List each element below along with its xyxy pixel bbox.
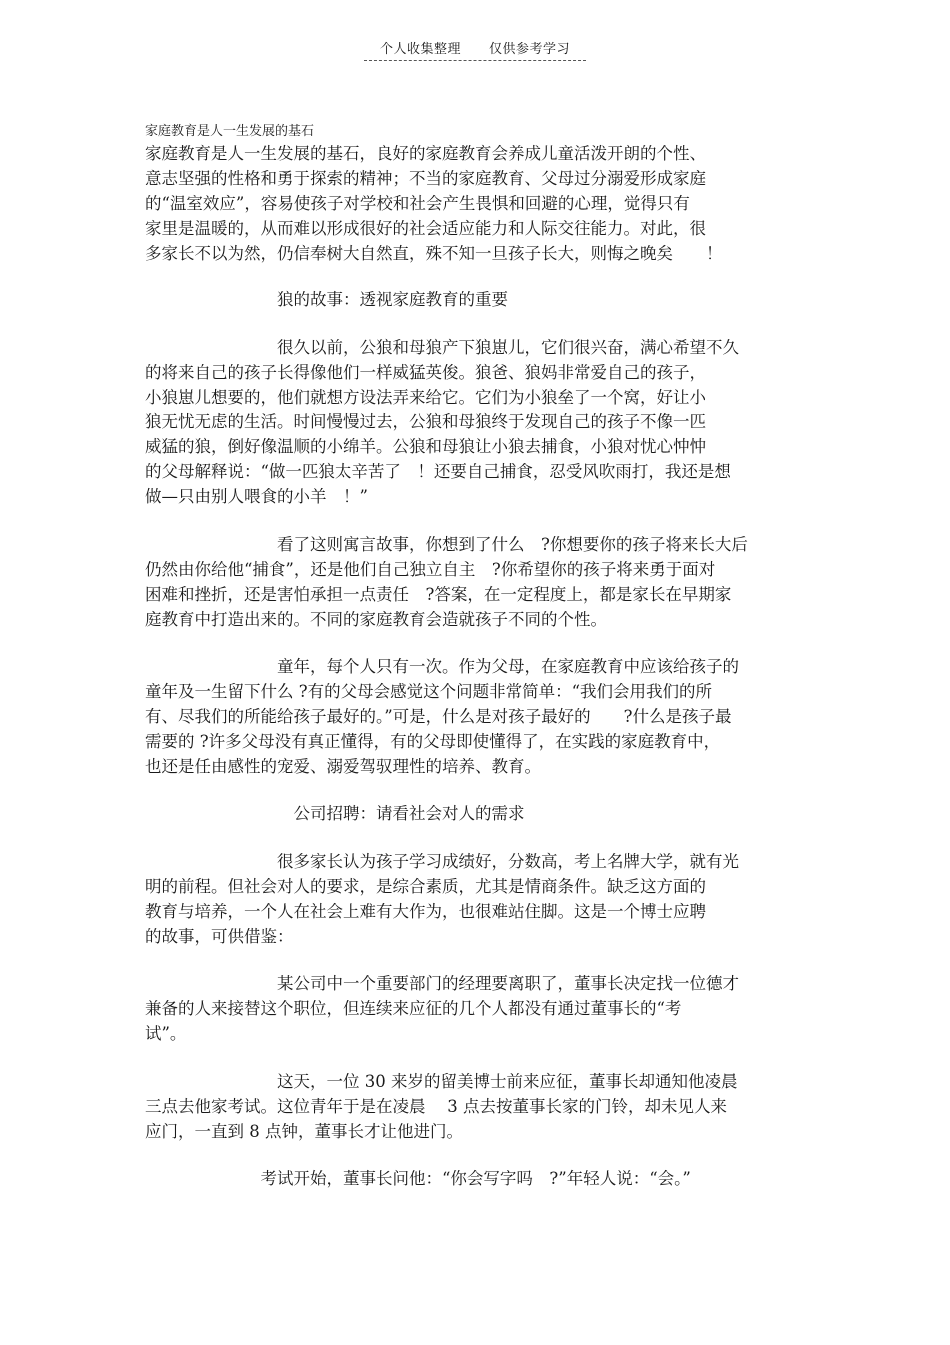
text-line: 家庭教育是人一生发展的基石，良好的家庭教育会养成儿童活泼开朗的个性、: [145, 144, 706, 163]
text-line: 威猛的狼，倒好像温顺的小绵羊。公狼和母狼让小狼去捕食，小狼对忧心忡忡: [145, 437, 706, 456]
document-title: 家庭教育是人一生发展的基石: [145, 124, 315, 139]
text-line: 某公司中一个重要部门的经理要离职了，董事长决定找一位德才: [145, 974, 739, 993]
text-line: 考试开始，董事长问他：“你会写字吗 ?”年轻人说：“会。”: [145, 1169, 691, 1188]
text-line: 应门，一直到 8 点钟，董事长才让他进门。: [145, 1122, 463, 1141]
text-line: 很久以前，公狼和母狼产下狼崽儿，它们很兴奋，满心希望不久: [145, 338, 739, 357]
text-line: 需要的 ?许多父母没有真正懂得，有的父母即使懂得了，在实践的家庭教育中，: [145, 732, 721, 751]
text-line: 的父母解释说：“做一匹狼太辛苦了 ！还要自己捕食，忍受风吹雨打，我还是想: [145, 462, 731, 481]
text-line: 多家长不以为然，仍信奉树大自然直，殊不知一旦孩子长大，则悔之晚矣 ！: [145, 244, 723, 263]
text-line: 的“温室效应”，容易使孩子对学校和社会产生畏惧和回避的心理，觉得只有: [145, 194, 690, 213]
text-line: 有、尽我们的所能给孩子最好的。”可是，什么是对孩子最好的 ?什么是孩子最: [145, 707, 732, 726]
header-underline: [364, 38, 586, 61]
text-line: 兼备的人来接替这个职位，但连续来应征的几个人都没有通过董事长的“考: [145, 999, 682, 1018]
text-line: 意志坚强的性格和勇于探索的精神；不当的家庭教育、父母过分溺爱形成家庭: [145, 169, 706, 188]
text-line: 教育与培养，一个人在社会上难有大作为，也很难站住脚。这是一个博士应聘: [145, 902, 706, 921]
text-line: 明的前程。但社会对人的要求，是综合素质，尤其是情商条件。缺乏这方面的: [145, 877, 706, 896]
text-line: 很多家长认为孩子学习成绩好，分数高，考上名牌大学，就有光: [145, 852, 739, 871]
text-line: 的故事，可供借鉴：: [145, 927, 294, 946]
text-line: 小狼崽儿想要的，他们就想方设法弄来给它。它们为小狼垒了一个窝，好让小: [145, 388, 706, 407]
text-line: 困难和挫折，还是害怕承担一点责任 ?答案，在一定程度上，都是家长在早期家: [145, 585, 732, 604]
text-line: 三点去他家考试。这位青年于是在凌晨 3 点去按董事长家的门铃，却未见人来: [145, 1097, 727, 1116]
text-line: 也还是任由感性的宠爱、溺爱驾驭理性的培养、教育。: [145, 757, 541, 776]
text-line: 家里是温暖的，从而难以形成很好的社会适应能力和人际交往能力。对此，很: [145, 219, 706, 238]
section-heading: 狼的故事：透视家庭教育的重要: [145, 290, 508, 309]
page-header: [0, 38, 950, 61]
header-right-text: 仅供参考学习: [489, 42, 571, 57]
text-line: 童年及一生留下什么 ?有的父母会感觉这个问题非常简单：“我们会用我们的所: [145, 682, 713, 701]
text-line: 试”。: [145, 1024, 187, 1043]
text-line: 庭教育中打造出来的。不同的家庭教育会造就孩子不同的个性。: [145, 610, 607, 629]
text-line: 这天，一位 30 来岁的留美博士前来应征，董事长却通知他凌晨: [145, 1072, 738, 1091]
text-line: 童年，每个人只有一次。作为父母，在家庭教育中应该给孩子的: [145, 657, 739, 676]
section-heading: 公司招聘：请看社会对人的需求: [145, 804, 525, 823]
text-line: 仍然由你给他“捕食”，还是他们自己独立自主 ?你希望你的孩子将来勇于面对: [145, 560, 716, 579]
text-line: 的将来自己的孩子长得像他们一样威猛英俊。狼爸、狼妈非常爱自己的孩子，: [145, 363, 706, 382]
text-line: 做—只由别人喂食的小羊 ！”: [145, 487, 368, 506]
text-line: 看了这则寓言故事，你想到了什么 ?你想要你的孩子将来长大后: [145, 535, 748, 554]
header-left-text: 个人收集整理: [379, 42, 461, 57]
text-line: 狼无忧无虑的生活。时间慢慢过去，公狼和母狼终于发现自己的孩子不像一匹: [145, 412, 706, 431]
